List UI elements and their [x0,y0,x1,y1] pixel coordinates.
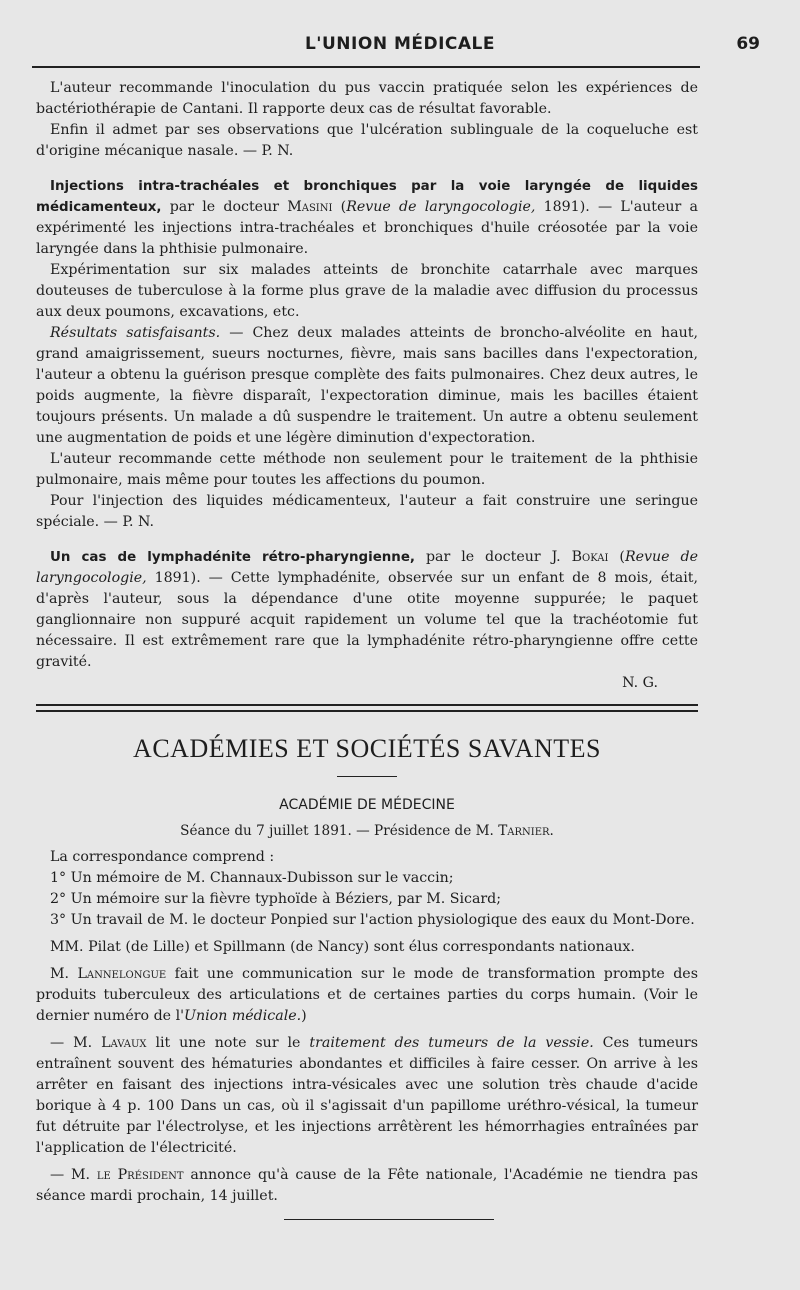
paragraph: — M. Lavaux lit une note sur le traitement des tumeurs de la vessie. Ces tumeurs entraînent souvent des hématuries abondantes et difficiles à faire cesser. On arrive à les arrêter en faisant des injections intra-vésicales avec une solution très chaude d'acide borique à 4 p. 100 Dans un cas, où il s'agissait d'un papillome uréthro-vésical, la tumeur fut détruite par l'électrolyse, et les injections arrêtèrent les hémorrhagies entraînées par l'application de l'électricité. [36,1035,698,1156]
article-intro-injections: Injections intra-trachéales et bronchiques par la voie laryngée de liquides médicamenteux, par le docteur Masini (Revue de laryngocologie, 1891). — L'auteur a expérimenté les injections intra-trachéales et bronchiques d'huile créosotée par la voie laryngée dans la phthisie pulmonaire. [36,179,698,257]
article-intro-lymphadenite: Un cas de lymphadénite rétro-pharyngienne, par le docteur J. Bokai (Revue de laryngocologie, 1891). — Cette lymphadénite, observée sur un enfant de 8 mois, était, d'après l'auteur, sous la dépendance d'une otite moyenne suppurée; le paquet ganglionnaire non suppuré acquit rapidement un volume tel que la trachéotomie fut nécessaire. Il est extrêmement rare que la lymphadénite rétro-pharyngienne offre cette gravité. [36,549,698,670]
section-heading: ACADÉMIES ET SOCIÉTÉS SAVANTES [133,734,601,763]
paragraph: Résultats satisfaisants. — Chez deux malades atteints de broncho-alvéolite en haut, grand amaigrissement, sueurs nocturnes, fièvre, mais sans bacilles dans l'expectoration, l'auteur a obtenu la guérison presque complète des faits pulmonaires. Chez deux autres, le poids augmente, la fièvre disparaît, l'expectoration diminue, mais les bacilles étaient toujours présents. Un malade a dû suspendre le traitement. Un autre a obtenu seulement une augmentation de poids et une légère diminution d'expectoration. [36,325,698,446]
list-item: 3° Un travail de M. le docteur Ponpied sur l'action physiologique des eaux du Mont-Dore. [50,912,695,928]
list-item: 2° Un mémoire sur la fièvre typhoïde à Béziers, par M. Sicard; [50,891,502,907]
page-number: 69 [736,34,760,54]
section-divider [36,704,698,712]
journal-name: Revue de laryngocologie, [346,199,536,215]
article-title: Injections intra-trachéales et bronchiques par la voie laryngée de liquides médicamenteux, [36,179,698,215]
paragraph: L'auteur recommande cette méthode non seulement pour le traitement de la phthisie pulmonaire, mais même pour toutes les affections du poumon. [36,451,698,488]
page-content [36,78,698,1220]
president-name: Tarnier [498,823,550,839]
paragraph: Pour l'injection des liquides médicamenteux, l'auteur a fait construire une seringue spéciale. — P. N. [36,493,698,530]
paragraph: MM. Pilat (de Lille) et Spillmann (de Nancy) sont élus correspondants nationaux. [50,939,635,955]
paragraph: Enfin il admet par ses observations que l'ulcération sublinguale de la coqueluche est d'origine mécanique nasale. — P. N. [36,122,698,159]
signature: N. G. [622,675,658,691]
topic-title: traitement des tumeurs de la vessie. [309,1035,594,1051]
session-line: Séance du 7 juillet 1891. — Présidence de M. Tarnier. [180,823,554,839]
heading-rule [337,776,397,777]
paragraph: L'auteur recommande l'inoculation du pus vaccin pratiquée selon les expériences de bactériothérapie de Cantani. Il rapporte deux cas de résultat favorable. [36,80,698,117]
speaker-name: Lannelongue [77,966,167,982]
paragraph: — M. le Président annonce qu'à cause de la Fête nationale, l'Académie ne tiendra pas séance mardi prochain, 14 juillet. [36,1167,698,1204]
correspondence-list [36,868,698,931]
sub-heading: ACADÉMIE DE MÉDECINE [279,797,455,813]
journal-name: Union médicale. [184,1008,302,1024]
results-label: Résultats satisfaisants. [50,325,221,341]
list-item: 1° Un mémoire de M. Channaux-Dubisson sur le vaccin; [50,870,454,886]
author-name: Masini [287,199,333,215]
page-header [40,28,760,68]
running-title: L'UNION MÉDICALE [304,34,496,54]
journal-name: Revue de laryngocologie, [36,549,698,586]
end-rule [284,1219,494,1220]
author-name: Bokai [571,549,609,565]
paragraph: M. Lannelongue fait une communication sur le mode de transformation prompte des produits tuberculeux des articulations et de certaines parties du corps humain. (Voir le dernier numéro de l'Union médicale.) [36,966,698,1024]
paragraph: Expérimentation sur six malades atteints de bronchite catarrhale avec marques douteuses de tuberculose à la forme plus grave de la maladie avec diffusion du processus aux deux poumons, excavations, etc. [36,262,698,320]
header-rule [32,66,700,68]
speaker-name: Lavaux [101,1035,147,1051]
paragraph: La correspondance comprend : [50,849,275,865]
speaker-name: le Président [96,1167,184,1183]
article-title: Un cas de lymphadénite rétro-pharyngienne, [50,550,416,565]
